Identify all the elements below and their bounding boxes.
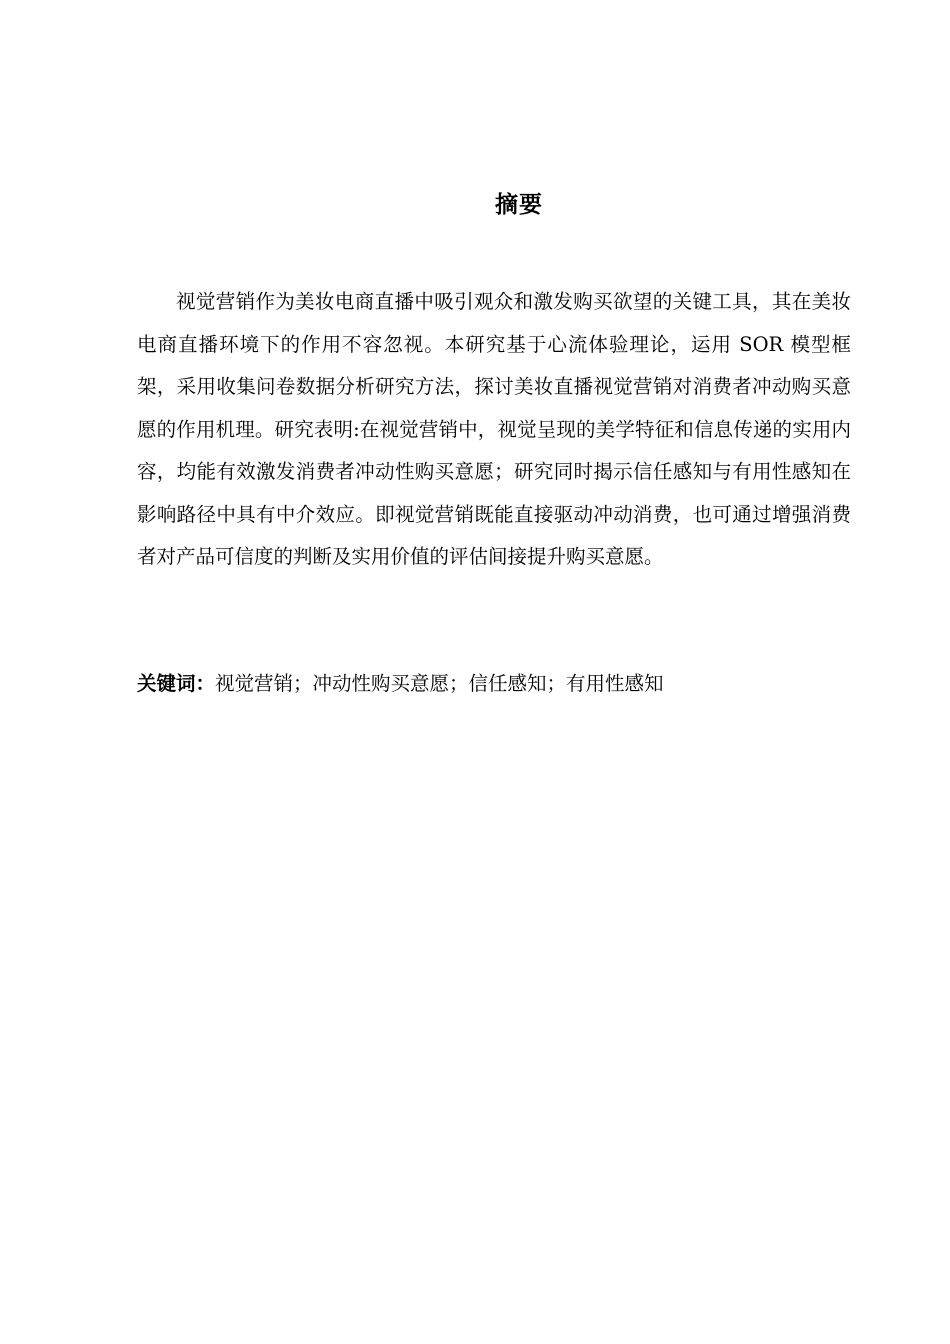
abstract-paragraph: 视觉营销作为美妆电商直播中吸引观众和激发购买欲望的关键工具，其在美妆电商直播环境下的作用不容忽视。本研究基于心流体验理论，运用 SOR 模型框架，采用收集问卷数据分析研究方法，探讨美妆直播视觉营销对消费者冲动购买意愿的作用机理。研究表明:在视觉营销中，视觉呈现的美学特征和信息传递的实用内容，均能有效激发消费者冲动性购买意愿；研究同时揭示信任感知与有用性感知在影响路径中具有中介效应。即视觉营销既能直接驱动冲动消费，也可通过增强消费者对产品可信度的判断及实用价值的评估间接提升购买意愿。: [137, 290, 851, 568]
keywords-list: 视觉营销；冲动性购买意愿；信任感知；有用性感知: [215, 672, 664, 695]
keywords-label: 关键词：: [137, 672, 216, 695]
keywords-line: [137, 664, 851, 704]
page-title: 摘要: [495, 192, 543, 218]
